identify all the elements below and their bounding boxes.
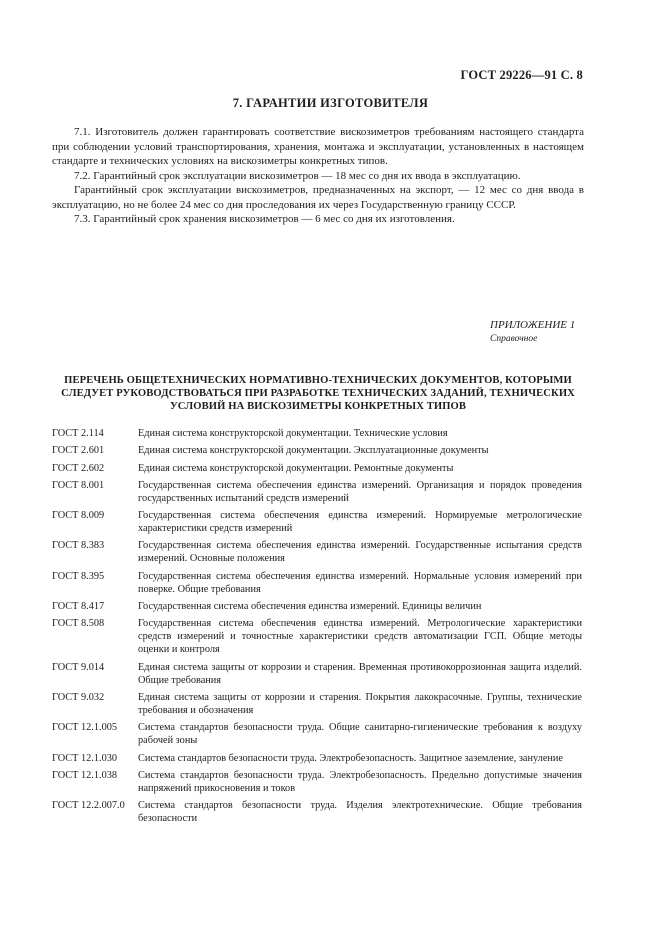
standard-code: ГОСТ 8.417: [52, 601, 105, 613]
appendix-heading: [490, 318, 575, 346]
standard-code: ГОСТ 8.001: [52, 479, 105, 491]
standard-title: Государственная система обеспечения единства измерений. Организация и порядок проведения государственных испытаний средств измерений: [138, 479, 582, 504]
standard-title: Государственная система обеспечения единства измерений. Нормальные условия измерений при поверке. Общие требования: [138, 570, 582, 595]
list-item: [52, 600, 582, 613]
section-title: 7. ГАРАНТИИ ИЗГОТОВИТЕЛЯ: [232, 96, 429, 110]
standard-title: Государственная система обеспечения единства измерений. Единицы величин: [138, 601, 482, 613]
standard-code: ГОСТ 2.114: [52, 428, 104, 439]
list-item: [52, 617, 582, 656]
document-list: [52, 427, 582, 829]
standard-title: Государственная система обеспечения единства измерений. Нормируемые метрологические характеристики средств измерений: [138, 510, 582, 535]
standard-title: Система стандартов безопасности труда. Электробезопасность. Защитное заземление, зануление: [138, 752, 564, 764]
section-body: [52, 125, 584, 227]
list-item: [52, 721, 582, 747]
standard-code: ГОСТ 2.602: [52, 462, 105, 474]
list-item: [52, 479, 582, 505]
paragraph-7-3: 7.3. Гарантийный срок хранения вискозиметров — 6 мес со дня их изготовления.: [74, 213, 455, 225]
list-item: [52, 444, 582, 457]
standard-code: ГОСТ 9.014: [52, 661, 105, 673]
list-item: [52, 462, 582, 475]
paragraph-7-2: 7.2. Гарантийный срок эксплуатации вискозиметров — 18 мес со дня их ввода в эксплуатацию.: [74, 169, 521, 182]
running-header: ГОСТ 29226—91 С. 8: [460, 68, 583, 82]
standard-code: ГОСТ 8.383: [52, 540, 105, 552]
standard-title: Единая система конструкторской документации. Эксплуатационные документы: [138, 445, 489, 457]
standard-code: ГОСТ 12.1.038: [52, 769, 118, 781]
standard-title: Единая система конструкторской документации. Технические условия: [138, 428, 448, 439]
appendix-label: ПРИЛОЖЕНИЕ 1: [490, 319, 576, 331]
list-item: [52, 539, 582, 565]
standard-title: Единая система защиты от коррозии и старения. Временная противокоррозионная защита изделий. Общие требования: [138, 661, 582, 686]
standard-title: Государственная система обеспечения единства измерений. Государственные испытания средств измерений. Основные положения: [138, 540, 582, 565]
list-item: [52, 799, 582, 825]
list-item: [52, 509, 582, 535]
list-item: [52, 752, 582, 765]
standard-title: Государственная система обеспечения единства измерений. Метрологические характеристики средств измерений и точностные характеристики средств автоматизации ГСП. Общие методы оценки и контроля: [138, 618, 582, 656]
list-item: [52, 691, 582, 717]
document-list-title: ПЕРЕЧЕНЬ ОБЩЕТЕХНИЧЕСКИХ НОРМАТИВНО-ТЕХНИЧЕСКИХ ДОКУМЕНТОВ, КОТОРЫМИ СЛЕДУЕТ РУКОВОДСТВОВАТЬСЯ ПРИ РАЗРАБОТКЕ ТЕХНИЧЕСКИХ ЗАДАНИЙ, ТЕХНИЧЕСКИХ УСЛОВИЙ НА ВИСКОЗИМЕТРЫ КОНКРЕТНЫХ ТИПОВ: [61, 375, 575, 412]
standard-code: ГОСТ 12.2.007.0: [52, 800, 125, 812]
paragraph-7-1: 7.1. Изготовитель должен гарантировать соответствие вискозиметров требованиям настоящего стандарта при соблюдении условий транспортирования, хранения, монтажа и эксплуатации, установленных в настоящем стандарте и технических условиях на вискозиметры конкретных типов.: [52, 126, 584, 167]
standard-title: Единая система конструкторской документации. Ремонтные документы: [138, 462, 454, 474]
list-item: [52, 427, 582, 440]
list-item: [52, 570, 582, 596]
standard-title: Единая система защиты от коррозии и старения. Покрытия лакокрасочные. Группы, технические требования и обозначения: [138, 691, 582, 716]
list-item: [52, 661, 582, 687]
standard-code: ГОСТ 8.508: [52, 618, 105, 630]
list-item: [52, 769, 582, 795]
standard-code: ГОСТ 8.395: [52, 570, 105, 582]
standard-title: Система стандартов безопасности труда. Изделия электротехнические. Общие требования безопасности: [138, 800, 582, 825]
standard-code: ГОСТ 2.601: [52, 445, 105, 457]
standard-title: Система стандартов безопасности труда. Общие санитарно-гигиенические требования к воздуху рабочей зоны: [138, 722, 582, 747]
standard-code: ГОСТ 12.1.030: [52, 752, 118, 764]
standard-code: ГОСТ 8.009: [52, 510, 105, 522]
standard-code: ГОСТ 9.032: [52, 691, 105, 703]
appendix-note: Справочное: [490, 334, 538, 344]
standard-title: Система стандартов безопасности труда. Электробезопасность. Предельно допустимые значения напряжений прикосновения и токов: [138, 769, 582, 794]
paragraph-7-2-export: Гарантийный срок эксплуатации вискозиметров, предназначенных на экспорт, — 12 мес со дня ввода в эксплуатацию, но не более 24 мес со дня проследования их через Государственную границу СССР.: [52, 184, 584, 211]
standard-code: ГОСТ 12.1.005: [52, 722, 118, 734]
